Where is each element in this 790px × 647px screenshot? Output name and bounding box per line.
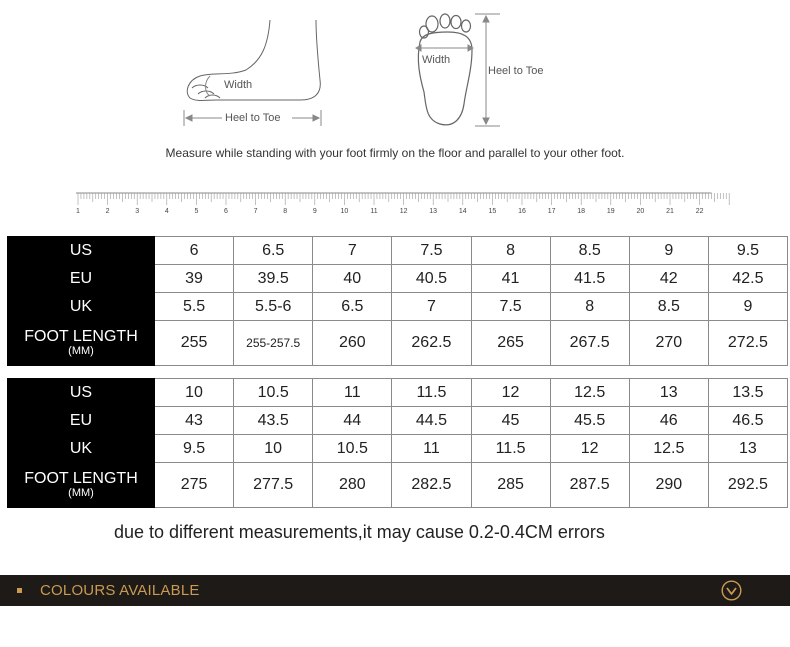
top-width-arrow <box>416 45 473 51</box>
foot-length-cell: 275 <box>155 463 234 508</box>
us-cell: 11.5 <box>392 379 471 407</box>
uk-cell: 12.5 <box>629 435 708 463</box>
eu-header: EU <box>8 407 155 435</box>
foot-length-cell: 282.5 <box>392 463 471 508</box>
uk-cell: 6.5 <box>313 293 392 321</box>
eu-cell: 44.5 <box>392 407 471 435</box>
uk-header: UK <box>8 293 155 321</box>
uk-cell: 10 <box>234 435 313 463</box>
ruler-number: 14 <box>458 208 467 215</box>
us-row <box>8 237 788 265</box>
foot-length-cell: 285 <box>471 463 550 508</box>
uk-cell: 12 <box>550 435 629 463</box>
us-cell: 9 <box>629 237 708 265</box>
ruler-number: 19 <box>606 208 615 215</box>
foot-length-cell: 262.5 <box>392 321 471 366</box>
ruler-number: 9 <box>312 208 317 215</box>
foot-length-cell: 265 <box>471 321 550 366</box>
us-cell: 7 <box>313 237 392 265</box>
eu-cell: 46.5 <box>708 407 787 435</box>
foot-length-label: FOOT LENGTH <box>24 470 138 487</box>
top-width-label: Width <box>422 54 451 66</box>
top-length-label: Heel to Toe <box>488 65 544 77</box>
uk-cell: 7.5 <box>471 293 550 321</box>
mm-label: (MM) <box>68 487 94 499</box>
uk-cell: 11.5 <box>471 435 550 463</box>
uk-cell: 13 <box>708 435 787 463</box>
eu-cell: 42.5 <box>708 265 787 293</box>
uk-row <box>8 435 788 463</box>
eu-cell: 45.5 <box>550 407 629 435</box>
foot-length-cell: 255 <box>155 321 234 366</box>
uk-cell: 5.5-6 <box>234 293 313 321</box>
foot-length-cell: 287.5 <box>550 463 629 508</box>
eu-cell: 43.5 <box>234 407 313 435</box>
uk-header: UK <box>8 435 155 463</box>
eu-header: EU <box>8 265 155 293</box>
uk-cell: 9.5 <box>155 435 234 463</box>
us-cell: 10 <box>155 379 234 407</box>
ruler-number: 4 <box>164 208 169 215</box>
ruler-number: 18 <box>577 208 586 215</box>
ruler-number: 16 <box>518 208 526 215</box>
us-row <box>8 379 788 407</box>
us-cell: 10.5 <box>234 379 313 407</box>
foot-length-header <box>8 463 155 508</box>
uk-cell: 7 <box>392 293 471 321</box>
us-cell: 6.5 <box>234 237 313 265</box>
ruler-number: 1 <box>76 208 80 215</box>
ruler-number: 17 <box>547 208 556 215</box>
foot-length-cell: 270 <box>629 321 708 366</box>
foot-length-row <box>8 463 788 508</box>
us-cell: 6 <box>155 237 234 265</box>
ruler-number: 7 <box>253 208 258 215</box>
side-length-label: Heel to Toe <box>225 112 281 124</box>
measure-instruction: Measure while standing with your foot firmly on the floor and parallel to your other foot. <box>165 146 625 160</box>
foot-measure-diagram <box>0 0 790 140</box>
uk-cell: 11 <box>392 435 471 463</box>
ruler-number: 10 <box>340 208 349 215</box>
foot-illustrations <box>0 0 790 140</box>
ruler-number: 11 <box>370 208 378 215</box>
uk-row <box>8 293 788 321</box>
eu-cell: 41.5 <box>550 265 629 293</box>
foot-length-cell: 272.5 <box>708 321 787 366</box>
colours-available-bar[interactable] <box>0 575 790 606</box>
eu-cell: 39.5 <box>234 265 313 293</box>
ruler-number: 6 <box>224 208 228 215</box>
mm-label: (MM) <box>68 345 94 357</box>
foot-length-label: FOOT LENGTH <box>24 328 138 345</box>
foot-length-cell: 277.5 <box>234 463 313 508</box>
uk-cell: 9 <box>708 293 787 321</box>
ruler-number: 5 <box>194 208 199 215</box>
uk-cell: 8 <box>550 293 629 321</box>
us-cell: 13 <box>629 379 708 407</box>
us-cell: 9.5 <box>708 237 787 265</box>
eu-row <box>8 407 788 435</box>
ruler-number: 21 <box>666 208 674 215</box>
chevron-down-circle-icon[interactable] <box>721 580 742 601</box>
foot-length-row <box>8 321 788 366</box>
eu-cell: 46 <box>629 407 708 435</box>
us-cell: 8.5 <box>550 237 629 265</box>
us-cell: 11 <box>313 379 392 407</box>
eu-cell: 40 <box>313 265 392 293</box>
foot-length-cell: 255-257.5 <box>234 321 313 366</box>
eu-cell: 42 <box>629 265 708 293</box>
colours-available-label: COLOURS AVAILABLE <box>40 582 200 599</box>
size-table-1 <box>7 236 788 366</box>
measurement-note: due to different measurements,it may cause 0.2-0.4CM errors <box>114 522 605 542</box>
ruler-number: 22 <box>695 208 704 215</box>
ruler-number: 8 <box>283 208 288 215</box>
eu-cell: 40.5 <box>392 265 471 293</box>
eu-cell: 41 <box>471 265 550 293</box>
ruler <box>0 186 790 208</box>
uk-cell: 5.5 <box>155 293 234 321</box>
foot-length-cell: 280 <box>313 463 392 508</box>
eu-row <box>8 265 788 293</box>
eu-cell: 45 <box>471 407 550 435</box>
us-cell: 12 <box>471 379 550 407</box>
side-view-foot <box>187 20 320 101</box>
uk-cell: 10.5 <box>313 435 392 463</box>
side-width-label: Width <box>224 79 253 91</box>
top-view-foot <box>418 14 472 125</box>
eu-cell: 44 <box>313 407 392 435</box>
uk-cell: 8.5 <box>629 293 708 321</box>
foot-length-cell: 260 <box>313 321 392 366</box>
ruler-number: 20 <box>636 208 645 215</box>
us-header: US <box>8 237 155 265</box>
us-cell: 8 <box>471 237 550 265</box>
size-table-2 <box>7 378 788 508</box>
us-cell: 13.5 <box>708 379 787 407</box>
foot-length-cell: 290 <box>629 463 708 508</box>
us-header: US <box>8 379 155 407</box>
ruler-number: 15 <box>488 208 497 215</box>
square-bullet-icon <box>17 588 22 593</box>
us-cell: 7.5 <box>392 237 471 265</box>
eu-cell: 39 <box>155 265 234 293</box>
foot-length-header <box>8 321 155 366</box>
foot-length-cell: 267.5 <box>550 321 629 366</box>
ruler-number: 2 <box>105 208 110 215</box>
ruler-number: 12 <box>399 208 408 215</box>
ruler-number: 13 <box>429 208 438 215</box>
foot-length-cell: 292.5 <box>708 463 787 508</box>
eu-cell: 43 <box>155 407 234 435</box>
ruler-number: 3 <box>135 208 140 215</box>
us-cell: 12.5 <box>550 379 629 407</box>
